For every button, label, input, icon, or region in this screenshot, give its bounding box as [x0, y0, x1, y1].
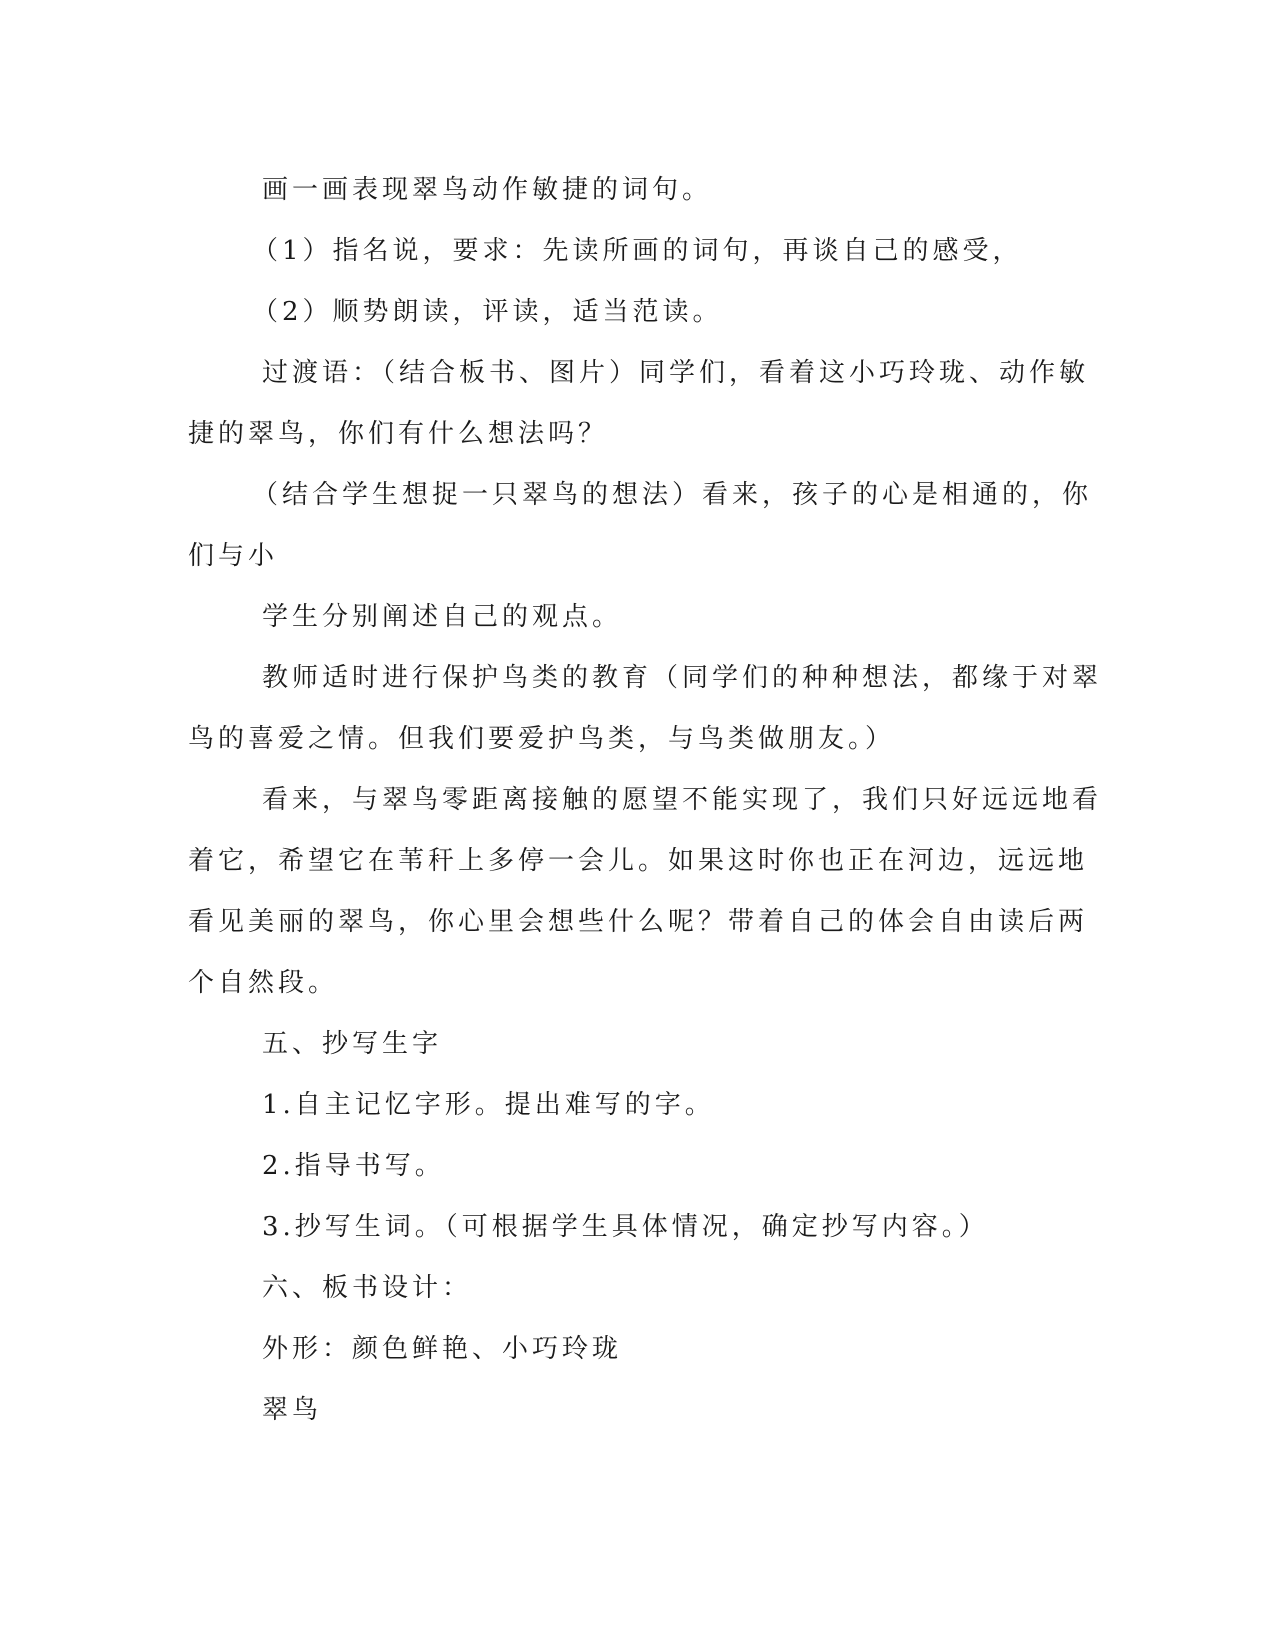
paragraph — [188, 1380, 1078, 1441]
text-line: 鸟的喜爱之情。但我们要爱护鸟类，与鸟类做朋友。） — [188, 724, 896, 754]
paragraph — [188, 1319, 1078, 1380]
paragraph — [188, 1075, 1078, 1136]
paragraph — [188, 1136, 1078, 1197]
text-line: 捷的翠鸟，你们有什么想法吗？ — [188, 419, 609, 449]
paragraph — [188, 1258, 1078, 1319]
text-line: 看来，与翠鸟零距离接触的愿望不能实现了，我们只好远远地看 — [262, 785, 1103, 815]
text-line: 们与小 — [188, 541, 279, 571]
text-line: （2）顺势朗读，评读，适当范读。 — [252, 297, 723, 327]
section-heading: 六、板书设计： — [262, 1273, 473, 1303]
text-line: 个自然段。 — [188, 968, 339, 998]
paragraph — [188, 282, 1078, 343]
text-line: 外形：颜色鲜艳、小巧玲珑 — [262, 1334, 623, 1364]
text-line: 翠鸟 — [262, 1395, 323, 1425]
list-item: 3.抄写生词。（可根据学生具体情况，确定抄写内容。） — [262, 1212, 989, 1242]
list-item: 2.指导书写。 — [262, 1151, 445, 1181]
text-line: （1）指名说，要求：先读所画的词句，再谈自己的感受， — [252, 236, 1023, 266]
list-item: 1.自主记忆字形。提出难写的字。 — [262, 1090, 715, 1120]
section-heading: 五、抄写生字 — [262, 1029, 443, 1059]
text-line: 学生分别阐述自己的观点。 — [262, 602, 623, 632]
text-line: 看见美丽的翠鸟，你心里会想些什么呢？带着自己的体会自由读后两 — [188, 907, 1089, 937]
paragraph — [188, 465, 1093, 587]
text-line: 着它，希望它在苇秆上多停一会儿。如果这时你也正在河边，远远地 — [188, 846, 1089, 876]
document-body — [188, 160, 1103, 1441]
paragraph — [188, 770, 1103, 1014]
paragraph — [188, 1197, 1078, 1258]
text-line: 过渡语：（结合板书、图片）同学们，看着这小巧玲珑、动作敏 — [262, 358, 1090, 388]
paragraph — [188, 343, 1090, 465]
paragraph — [188, 221, 1078, 282]
text-line: 教师适时进行保护鸟类的教育（同学们的种种想法，都缘于对翠 — [262, 663, 1103, 693]
paragraph — [188, 587, 1078, 648]
paragraph — [188, 160, 1078, 221]
text-line: 画一画表现翠鸟动作敏捷的词句。 — [262, 175, 713, 205]
paragraph — [188, 648, 1103, 770]
text-line: （结合学生想捉一只翠鸟的想法）看来，孩子的心是相通的，你 — [252, 480, 1093, 510]
paragraph — [188, 1014, 1078, 1075]
